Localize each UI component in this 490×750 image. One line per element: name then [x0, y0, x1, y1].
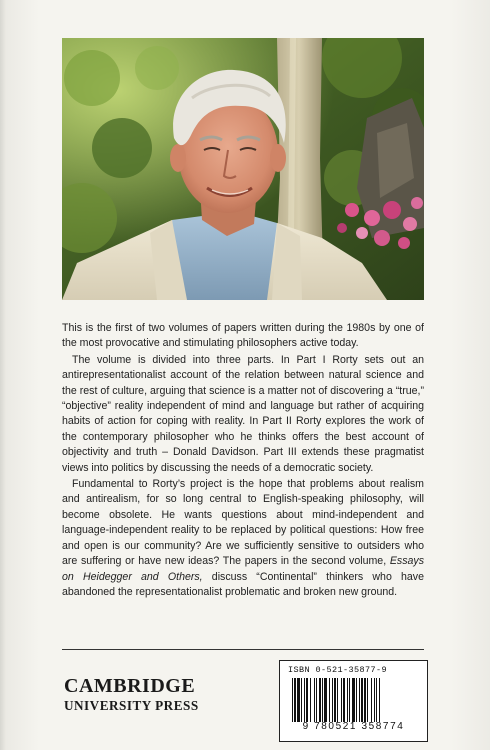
blurb-paragraph-3-end: discuss “Continental” thinkers who have abandoned the representationalist problematic and broken new ground.: [62, 570, 424, 598]
second-volume-title: Essays on Heidegger and Others,: [62, 555, 424, 583]
publisher-press: UNIVERSITY PRESS: [64, 698, 199, 713]
blurb-paragraph-2: The volume is divided into three parts. In Part I Rorty sets out an antirepresentationalist account of the relation between natural science and the rest of culture, arguing that science is a matter not of discovering a “true,” “objective” reality independent of mind and language but rather of acquiring habits of action for coping with reality. In Part II Rorty explores the work of the contemporary philosopher who he thinks offers the best account of objectivity and truth – Donald Davidson. Part III extends these pragmatist views into politics by discussing the needs of a democratic society.: [62, 353, 424, 474]
blurb-paragraph-3: [62, 477, 424, 600]
barcode-block: [279, 660, 428, 742]
barcode-icon: [290, 678, 417, 722]
barcode-digits: 9 780521 358774: [302, 721, 405, 732]
author-photo: [62, 38, 424, 300]
blurb-paragraph-1: This is the first of two volumes of papers written during the 1980s by one of the most provocative and stimulating philosophers active today.: [62, 322, 424, 350]
divider-rule: [62, 649, 424, 650]
blurb-paragraph-3-start: Fundamental to Rorty’s project is the hope that problems about realism and antirealism, for so long central to English-speaking philosophy, will become obsolete. He wants questions about mind-independent and language-independent reality to be replaced by political questions: How free and open is our community? Are we sufficiently sensitive to outsiders who are suffering or have new ideas? The papers in the second volume,: [62, 478, 424, 568]
blurb-text: [62, 321, 424, 601]
publisher-logo: [64, 675, 224, 714]
publisher-name: CAMBRIDGE: [64, 675, 196, 697]
isbn-label: ISBN 0-521-35877-9: [288, 665, 388, 675]
spine-shadow: [0, 0, 6, 750]
